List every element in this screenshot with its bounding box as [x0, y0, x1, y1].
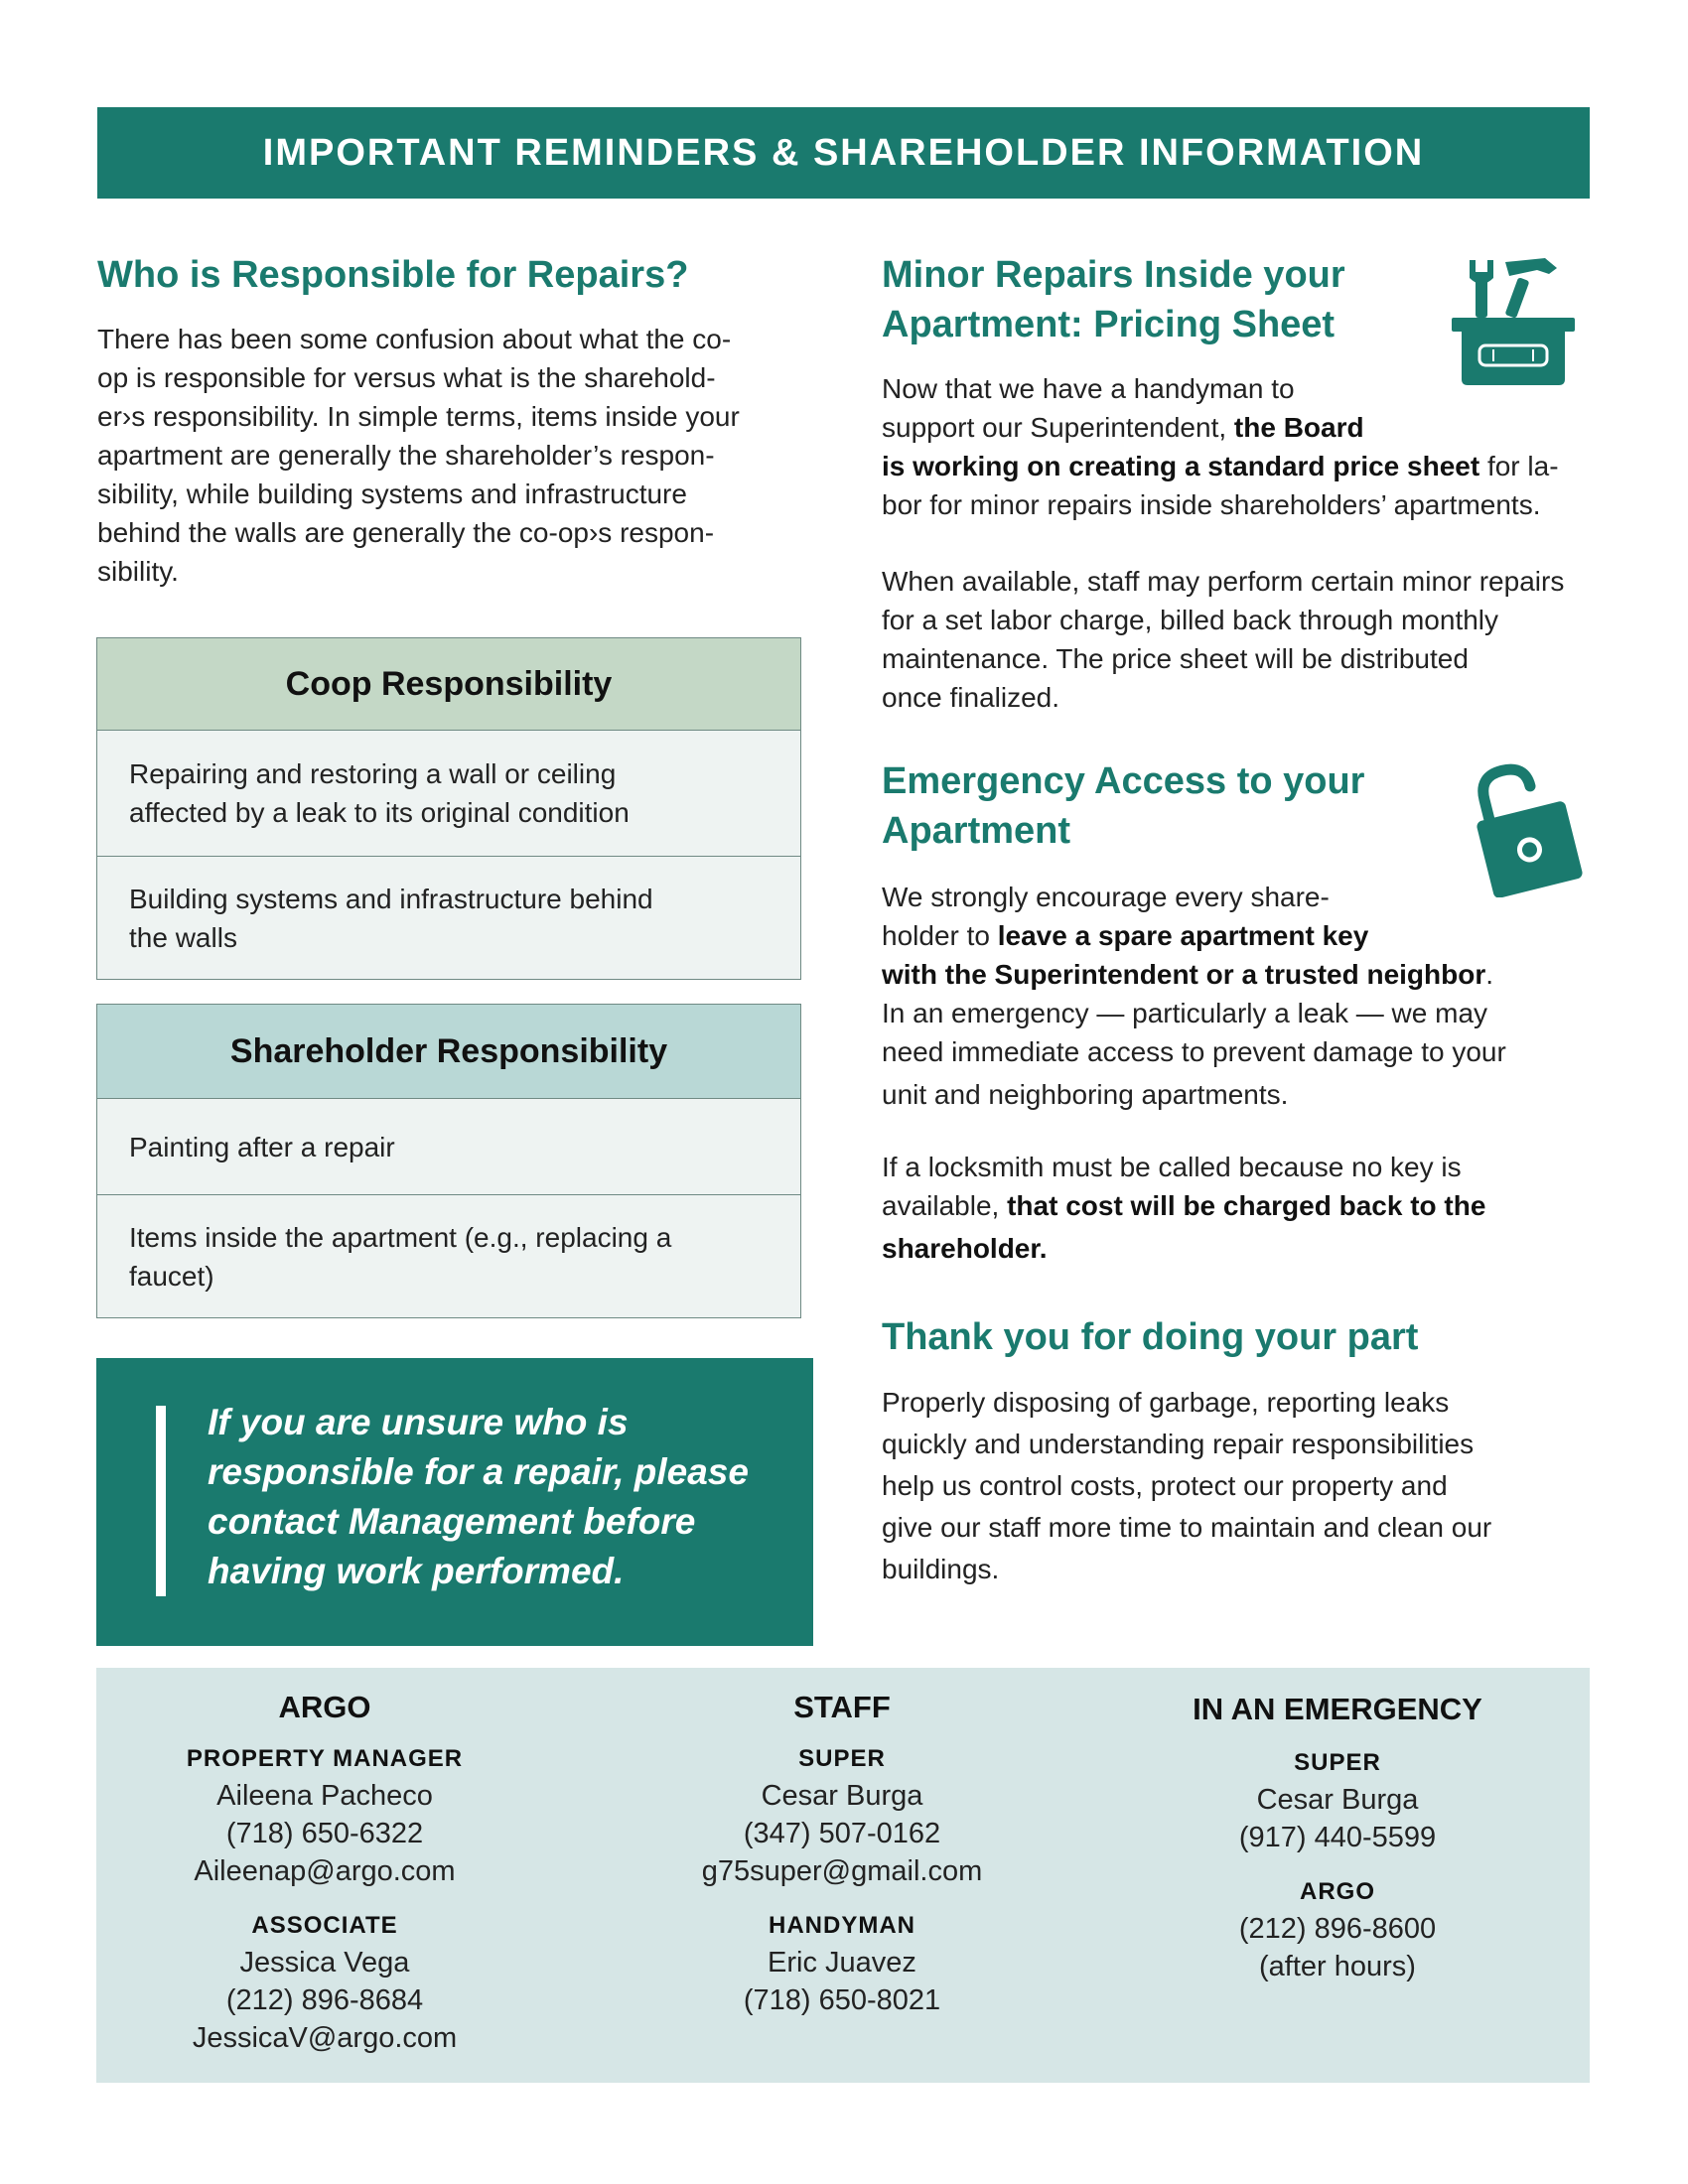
contact-email[interactable]: JessicaV@argo.com: [192, 2022, 458, 2054]
text-line: op is responsible for versus what is the sharehold-: [97, 362, 716, 393]
text-line: apartment are generally the shareholder’s respon-: [97, 440, 715, 471]
text-line: There has been some confusion about what the co-: [97, 324, 732, 354]
text-line: sibility.: [97, 556, 179, 587]
contact-name: Jessica Vega: [239, 1947, 410, 1979]
text-line: faucet): [129, 1260, 214, 1292]
heading-line: Apartment: [882, 810, 1071, 852]
contact-panel: [96, 1668, 1590, 2083]
text-run: available,: [882, 1190, 1008, 1221]
table-cell: [129, 754, 630, 832]
contact-phone: (347) 507-0162: [743, 1818, 941, 1849]
bold-text: with the Superintendent or a trusted neighbor: [882, 959, 1486, 990]
coop-table-header: Coop Responsibility: [97, 638, 800, 731]
contact-role: HANDYMAN: [769, 1912, 915, 1939]
minor-repairs-paragraph-2: [882, 562, 1597, 717]
contact-role: ASSOCIATE: [251, 1912, 398, 1939]
text-line: buildings.: [882, 1554, 1000, 1584]
callout-accent-bar: [156, 1406, 166, 1596]
thanks-paragraph: [882, 1382, 1597, 1590]
text-line: give our staff more time to maintain and clean our: [882, 1512, 1492, 1543]
text-run: for la-: [1479, 451, 1559, 481]
minor-repairs-paragraph-1: [882, 369, 1597, 524]
text-line: need immediate access to prevent damage to your: [882, 1036, 1506, 1067]
contact-role: ARGO: [1300, 1878, 1375, 1905]
table-row: [97, 1099, 800, 1194]
bold-text: that cost will be charged back to the: [1007, 1190, 1486, 1221]
text-run: .: [1485, 959, 1494, 990]
text-line: for a set labor charge, billed back through monthly: [882, 605, 1499, 635]
text-line: sibility, while building systems and infrastructure: [97, 478, 687, 509]
minor-repairs-heading: [882, 250, 1345, 349]
contact-column-title: IN AN EMERGENCY: [1193, 1692, 1482, 1726]
contact-phone: (718) 650-6322: [225, 1818, 424, 1849]
text-line: Items inside the apartment (e.g., replacing a: [129, 1221, 672, 1253]
coop-responsibility-table: [96, 637, 801, 980]
text-line: If you are unsure who is: [208, 1402, 629, 1442]
heading-line: Emergency Access to your: [882, 760, 1365, 802]
text-line: er›s responsibility. In simple terms, items inside your: [97, 401, 740, 432]
emergency-access-heading: [882, 756, 1364, 856]
emergency-paragraph-2: [882, 1148, 1597, 1268]
contact-name: Aileena Pacheco: [216, 1780, 433, 1812]
text-line: having work performed.: [208, 1551, 625, 1591]
text-line: When available, staff may perform certain minor repairs: [882, 566, 1565, 597]
emergency-paragraph-1: [882, 878, 1597, 1114]
contact-note: (after hours): [1259, 1951, 1416, 1982]
text-line: once finalized.: [882, 682, 1060, 713]
contact-name: Eric Juavez: [768, 1947, 916, 1979]
text-line: help us control costs, protect our property and: [882, 1470, 1448, 1501]
repairs-heading: Who is Responsible for Repairs?: [97, 254, 689, 296]
contact-name: Cesar Burga: [1256, 1784, 1419, 1816]
text-line: quickly and understanding repair responsibilities: [882, 1429, 1475, 1459]
callout-box: [96, 1358, 813, 1646]
contact-column-title: ARGO: [278, 1690, 371, 1724]
table-row: [97, 1194, 800, 1317]
banner-title: IMPORTANT REMINDERS & SHAREHOLDER INFORMATION: [262, 131, 1425, 174]
repairs-paragraph: [97, 320, 812, 591]
text-line: maintenance. The price sheet will be distributed: [882, 643, 1469, 674]
text-line: [882, 447, 1597, 485]
contact-column-staff: [633, 1668, 1051, 2019]
text-line: If a locksmith must be called because no key is: [882, 1152, 1462, 1182]
contact-column-title: STAFF: [793, 1690, 891, 1724]
table-row: [97, 856, 800, 979]
shareholder-table-header: Shareholder Responsibility: [97, 1005, 800, 1099]
text-line: contact Management before: [208, 1501, 696, 1542]
contact-phone: (212) 896-8684: [225, 1984, 424, 2016]
callout-text: [208, 1398, 793, 1596]
heading-line: Apartment: Pricing Sheet: [882, 304, 1336, 345]
text-run: holder to: [882, 920, 998, 951]
text-line: affected by a leak to its original condition: [129, 797, 630, 828]
contact-email[interactable]: Aileenap@argo.com: [194, 1855, 456, 1887]
table-cell: [129, 880, 653, 957]
text-line: [882, 955, 1597, 994]
contact-phone: (212) 896-8600: [1238, 1913, 1437, 1945]
text-line: the walls: [129, 921, 237, 953]
table-cell: Painting after a repair: [129, 1131, 395, 1162]
text-line: [882, 916, 1597, 955]
contact-column-emergency: [1129, 1668, 1546, 1985]
page-banner: [97, 107, 1590, 199]
text-line: bor for minor repairs inside shareholders’ apartments.: [882, 489, 1541, 520]
contact-phone: (718) 650-8021: [743, 1984, 941, 2016]
text-line: [882, 1229, 1597, 1268]
text-line: unit and neighboring apartments.: [882, 1079, 1289, 1110]
contact-column-argo: [116, 1668, 533, 2057]
text-line: responsible for a repair, please: [208, 1451, 749, 1492]
text-line: [882, 1186, 1597, 1225]
shareholder-responsibility-table: [96, 1004, 801, 1318]
text-line: [882, 408, 1597, 447]
bold-text: is working on creating a standard price sheet: [882, 451, 1480, 481]
bold-text: the Board: [1233, 412, 1364, 443]
contact-role: SUPER: [1294, 1749, 1381, 1776]
table-row: [97, 731, 800, 856]
heading-line: Minor Repairs Inside your: [882, 254, 1345, 296]
text-line: In an emergency — particularly a leak — we may: [882, 998, 1488, 1028]
bold-text: shareholder.: [882, 1233, 1048, 1264]
contact-email[interactable]: g75super@gmail.com: [701, 1855, 983, 1887]
table-cell: [129, 1218, 671, 1296]
text-line: We strongly encourage every share-: [882, 882, 1330, 912]
contact-name: Cesar Burga: [761, 1780, 923, 1812]
text-line: Properly disposing of garbage, reporting leaks: [882, 1387, 1450, 1418]
text-run: support our Superintendent,: [882, 412, 1234, 443]
text-line: Now that we have a handyman to: [882, 373, 1295, 404]
bold-text: leave a spare apartment key: [997, 920, 1369, 951]
contact-role: SUPER: [798, 1745, 886, 1772]
contact-role: PROPERTY MANAGER: [186, 1745, 464, 1772]
text-line: Repairing and restoring a wall or ceiling: [129, 758, 617, 789]
open-padlock-icon: [1474, 758, 1585, 897]
text-line: Building systems and infrastructure behind: [129, 883, 653, 914]
thanks-heading: Thank you for doing your part: [882, 1316, 1419, 1358]
text-line: behind the walls are generally the co-op›s respon-: [97, 517, 715, 548]
contact-phone: (917) 440-5599: [1238, 1822, 1437, 1853]
